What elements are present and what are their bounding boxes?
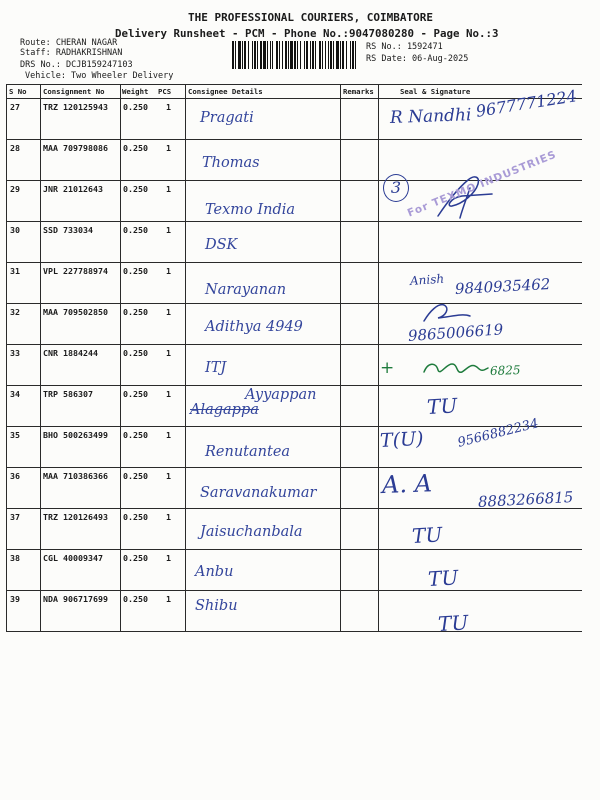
table-row <box>0 508 600 549</box>
sno-cell: 36 <box>10 471 20 481</box>
consignee-name: Anbu <box>195 564 234 580</box>
consignment-no-cell: SSD 733034 <box>43 225 93 235</box>
signature-scribble <box>0 180 600 221</box>
consignee-name: Texmo India <box>205 202 296 218</box>
col-header-consignee: Consignee Details <box>188 87 263 96</box>
consignee-name: Jaisuchanbala <box>200 524 303 540</box>
pcs-cell: 1 <box>166 184 171 194</box>
signature: T(U) <box>379 427 425 452</box>
sno-cell: 29 <box>10 184 20 194</box>
weight-cell: 0.250 <box>123 184 148 194</box>
pcs-cell: 1 <box>166 225 171 235</box>
pcs-cell: 1 <box>166 307 171 317</box>
signature-number: 9566882234 <box>456 416 541 451</box>
consignee-name: Shibu <box>195 598 238 614</box>
signature-number: 9865006619 <box>407 320 504 345</box>
consignment-no-cell: CNR 1884244 <box>43 348 98 358</box>
sno-cell: 30 <box>10 225 20 235</box>
consignment-no-cell: MAA 710386366 <box>43 471 108 481</box>
signature-number: 9677771224 <box>474 86 579 121</box>
table-row <box>0 549 600 590</box>
signature: A. A <box>381 469 433 499</box>
signature-mark: 3 <box>383 174 409 202</box>
consignment-no-cell: VPL 227788974 <box>43 266 108 276</box>
consignee-name: Saravanakumar <box>200 485 317 501</box>
col-header-signature: Seal & Signature <box>400 87 471 96</box>
pcs-cell: 1 <box>166 594 171 604</box>
pcs-cell: 1 <box>166 389 171 399</box>
table-row <box>0 303 600 344</box>
sno-cell: 38 <box>10 553 20 563</box>
table-row <box>0 416 600 467</box>
pcs-cell: 1 <box>166 143 171 153</box>
weight-cell: 0.250 <box>123 143 148 153</box>
consignment-no-cell: TRZ 120126493 <box>43 512 108 522</box>
row-divider <box>6 631 582 632</box>
company-title: THE PROFESSIONAL COURIERS, COIMBATORE <box>188 11 434 24</box>
weight-cell: 0.250 <box>123 348 148 358</box>
signature-number: 9840935462 <box>454 275 551 298</box>
weight-cell: 0.250 <box>123 389 148 399</box>
consignment-no-cell: JNR 21012643 <box>43 184 103 194</box>
signature-scribble <box>0 303 600 344</box>
sno-cell: 39 <box>10 594 20 604</box>
runsheet-heading: Delivery Runsheet - PCM - Phone No.:9047080280 - Page No.:3 <box>115 27 499 40</box>
pcs-cell: 1 <box>166 266 171 276</box>
table-row <box>0 262 600 303</box>
table-row <box>0 467 600 511</box>
consignee-name: Ayyappan <box>245 387 317 403</box>
signature: TU <box>426 393 458 419</box>
sno-cell: 33 <box>10 348 20 358</box>
consignee-name: ITJ <box>205 360 227 376</box>
signature: TU <box>437 610 469 636</box>
signature: TU <box>427 565 459 591</box>
barcode <box>232 41 358 69</box>
route-label: Route: CHERAN NAGAR <box>20 38 118 48</box>
signature-number: 8883266815 <box>477 488 574 511</box>
pcs-cell: 1 <box>166 102 171 112</box>
col-header-consignment: Consignment No <box>43 87 105 96</box>
consignment-no-cell: BHO 500263499 <box>43 430 108 440</box>
weight-cell: 0.250 <box>123 266 148 276</box>
weight-cell: 0.250 <box>123 512 148 522</box>
weight-cell: 0.250 <box>123 471 148 481</box>
sno-cell: 28 <box>10 143 20 153</box>
pcs-cell: 1 <box>166 471 171 481</box>
signature: + <box>380 358 395 378</box>
sno-cell: 27 <box>10 102 20 112</box>
pcs-cell: 1 <box>166 430 171 440</box>
col-header-sno: S No <box>9 87 27 96</box>
pcs-cell: 1 <box>166 553 171 563</box>
weight-cell: 0.250 <box>123 225 148 235</box>
weight-cell: 0.250 <box>123 307 148 317</box>
table-row <box>0 590 600 636</box>
sno-cell: 34 <box>10 389 20 399</box>
consignee-name: Thomas <box>202 155 260 171</box>
consignment-no-cell: MAA 709502850 <box>43 307 108 317</box>
signature: TU <box>411 522 443 548</box>
consignment-no-cell: NDA 906717699 <box>43 594 108 604</box>
seal-stamp: For TEXMO INDUSTRIES <box>405 148 559 220</box>
col-header-pcs: PCS <box>158 87 172 96</box>
rs-number: RS No.: 1592471 <box>366 42 443 52</box>
signature: R Nandhi <box>389 105 472 128</box>
sno-cell: 32 <box>10 307 20 317</box>
table-row <box>0 385 600 426</box>
consignment-no-cell: CGL 40009347 <box>43 553 103 563</box>
weight-cell: 0.250 <box>123 102 148 112</box>
table-row <box>0 344 600 385</box>
vehicle-label: Vehicle: Two Wheeler Delivery <box>25 71 174 81</box>
pcs-cell: 1 <box>166 348 171 358</box>
drs-number: DRS No.: DCJB159247103 <box>20 60 133 70</box>
table-row <box>0 221 600 262</box>
table-top-border <box>6 84 582 85</box>
weight-cell: 0.250 <box>123 594 148 604</box>
consignee-name: Adithya 4949 <box>205 319 303 335</box>
consignee-name-struck: Alagappa <box>190 402 259 418</box>
consignment-no-cell: MAA 709798086 <box>43 143 108 153</box>
consignee-name: Narayanan <box>205 282 287 298</box>
weight-cell: 0.250 <box>123 553 148 563</box>
weight-cell: 0.250 <box>123 430 148 440</box>
signature: Anish <box>409 271 445 288</box>
staff-label: Staff: RADHAKRISHNAN <box>20 48 123 58</box>
sno-cell: 31 <box>10 266 20 276</box>
col-header-remarks: Remarks <box>343 87 374 96</box>
consignment-no-cell: TRZ 120125943 <box>43 102 108 112</box>
rs-date: RS Date: 06-Aug-2025 <box>366 54 469 64</box>
consignment-no-cell: TRP 586307 <box>43 389 93 399</box>
pcs-cell: 1 <box>166 512 171 522</box>
consignee-name: Pragati <box>200 110 254 126</box>
sno-cell: 35 <box>10 430 20 440</box>
sno-cell: 37 <box>10 512 20 522</box>
signature-number: 6825 <box>489 362 521 378</box>
consignee-name: Renutantea <box>205 444 291 460</box>
consignee-name: DSK <box>205 237 238 253</box>
col-header-weight: Weight <box>122 87 149 96</box>
